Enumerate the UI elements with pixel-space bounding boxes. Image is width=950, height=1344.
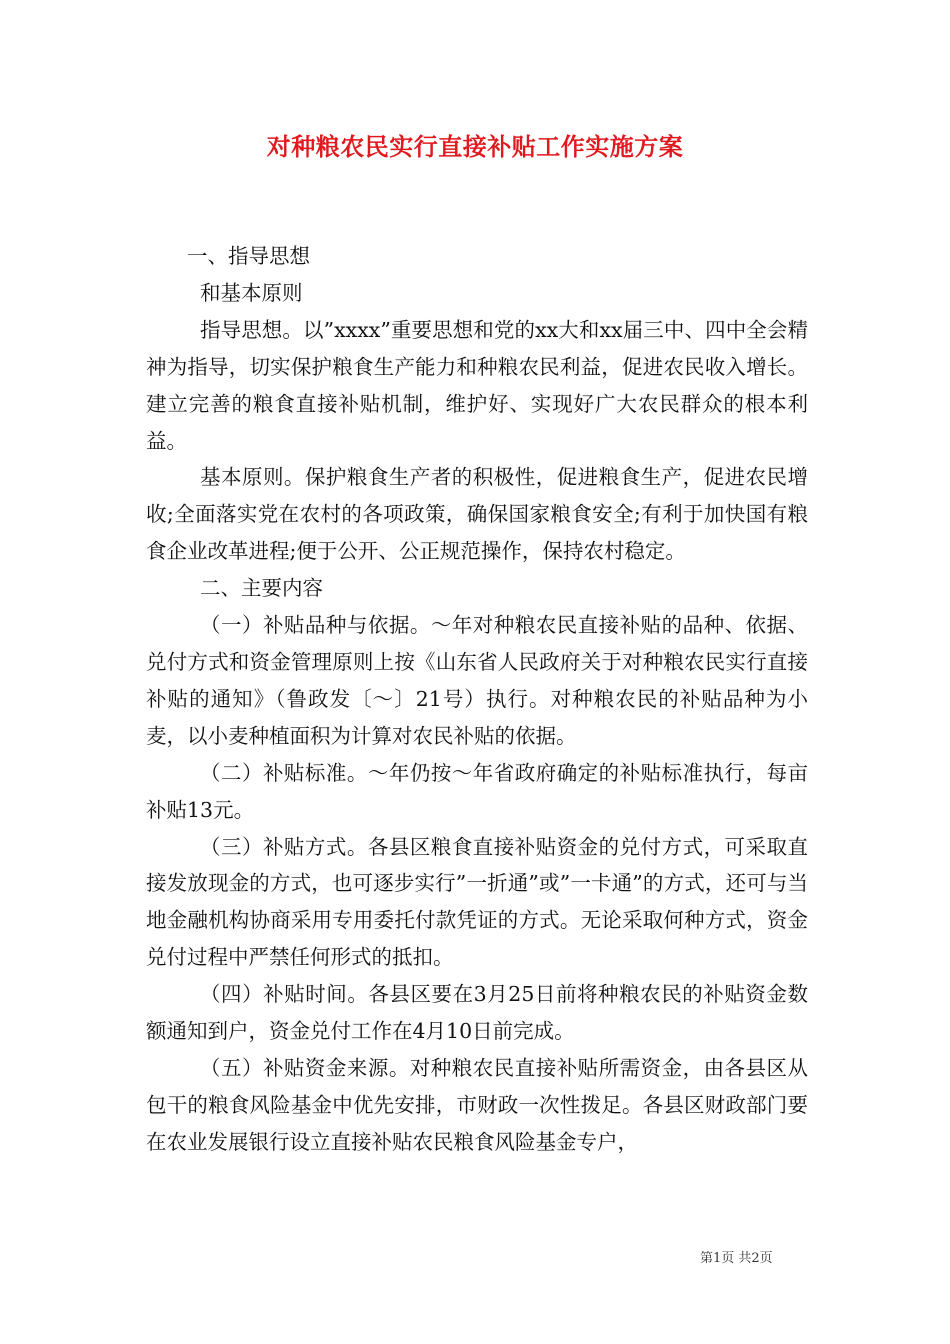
page-number: 第1页 共2页 — [700, 1251, 773, 1266]
document-title: 对种粮农民实行直接补贴工作实施方案 — [266, 132, 684, 161]
paragraph-item-4: （四）补贴时间。各县区要在3月25日前将种粮农民的补贴资金数额通知到户，资金兑付工作在4月10日前完成。 — [146, 982, 808, 1044]
paragraph-item-1: （一）补贴品种与依据。～年对种粮农民直接补贴的品种、依据、兑付方式和资金管理原则上按《山东省人民政府关于对种粮农民实行直接补贴的通知》（鲁政发〔～〕21号）执行。对种粮农民的补贴品种为小麦，以小麦种植面积为计算对农民补贴的依据。 — [146, 613, 808, 748]
paragraph-item-3: （三）补贴方式。各县区粮食直接补贴资金的兑付方式，可采取直接发放现金的方式，也可逐步实行”一折通”或”一卡通”的方式，还可与当地金融机构协商采用专用委托付款凭证的方式。无论采取何种方式，资金兑付过程中严禁任何形式的抵扣。 — [146, 834, 808, 970]
paragraph-item-5: （五）补贴资金来源。对种粮农民直接补贴所需资金，由各县区从包干的粮食风险基金中优先安排，市财政一次性拨足。各县区财政部门要在农业发展银行设立直接补贴农民粮食风险基金专户， — [146, 1055, 808, 1154]
paragraph-item-2: （二）补贴标准。～年仍按～年省政府确定的补贴标准执行，每亩补贴13元。 — [146, 760, 808, 822]
paragraph-basic-principle: 基本原则。保护粮食生产者的积极性，促进粮食生产，促进农民增收;全面落实党在农村的各项政策，确保国家粮食安全;有利于加快国有粮食企业改革进程;便于公开、公正规范操作，保持农村稳定。 — [146, 465, 808, 564]
section-heading-main-content: 二、主要内容 — [200, 576, 323, 601]
section-heading-guiding: 一、指导思想 — [187, 244, 310, 268]
paragraph-guiding-thought: 指导思想。以”xxxx”重要思想和党的xx大和xx届三中、四中全会精神为指导，切实保护粮食生产能力和种粮农民利益，促进农民收入增长。建立完善的粮食直接补贴机制，维护好、实现好广大农民群众的根本利益。 — [146, 317, 808, 453]
document-body — [146, 238, 808, 1161]
section-heading-guiding-cont: 和基本原则 — [200, 280, 303, 305]
